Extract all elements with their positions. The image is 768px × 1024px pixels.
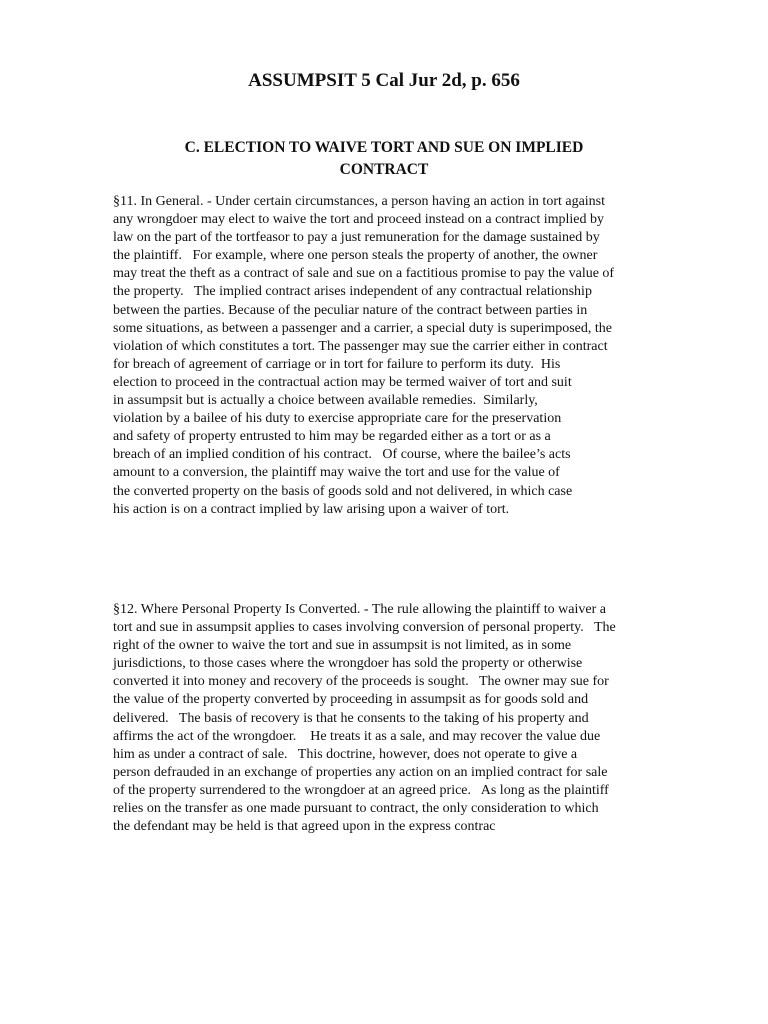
document-title: ASSUMPSIT 5 Cal Jur 2d, p. 656 — [248, 70, 520, 91]
text-line: tort and sue in assumpsit applies to cases involving conversion of personal property. The — [113, 620, 616, 636]
text-line: jurisdictions, to those cases where the wrongdoer has sold the property or otherwise — [113, 656, 583, 672]
text-line: relies on the transfer as one made pursuant to contract, the only consideration to which — [113, 801, 599, 817]
text-line: law on the part of the tortfeasor to pay a just remuneration for the damage sustained by — [113, 230, 600, 246]
text-line: in assumpsit but is actually a choice between available remedies. Similarly, — [113, 393, 538, 409]
paragraph-section-12 — [113, 601, 616, 836]
text-line: converted it into money and recovery of the proceeds is sought. The owner may sue for — [113, 674, 609, 690]
text-line: right of the owner to waive the tort and sue in assumpsit is not limited, as in some — [113, 638, 572, 654]
text-line: the converted property on the basis of goods sold and not delivered, in which case — [113, 483, 573, 499]
text-line: his action is on a contract implied by law arising upon a waiver of tort. — [113, 501, 510, 517]
text-line: violation by a bailee of his duty to exercise appropriate care for the preservation — [113, 411, 562, 427]
text-line: of the property surrendered to the wrongdoer at an agreed price. As long as the plaintiff — [113, 782, 609, 798]
text-line: affirms the act of the wrongdoer. He treats it as a sale, and may recover the value due — [113, 728, 601, 744]
text-line: between the parties. Because of the peculiar nature of the contract between parties in — [113, 302, 588, 318]
text-line: some situations, as between a passenger and a carrier, a special duty is superimposed, the — [113, 320, 613, 336]
text-line: and safety of property entrusted to him may be regarded either as a tort or as a — [113, 429, 551, 445]
text-line: any wrongdoer may elect to waive the tort and proceed instead on a contract implied by — [113, 212, 604, 228]
text-line: for breach of agreement of carriage or in tort for failure to perform its duty. His — [113, 356, 561, 372]
text-line: the plaintiff. For example, where one person steals the property of another, the owner — [113, 248, 598, 264]
text-line: election to proceed in the contractual action may be termed waiver of tort and suit — [113, 374, 572, 390]
text-line: §11. In General. - Under certain circumstances, a person having an action in tort against — [113, 194, 606, 209]
text-line: person defrauded in an exchange of properties any action on an implied contract for sale — [113, 764, 608, 780]
paragraph-section-11 — [113, 193, 614, 519]
text-line: the property. The implied contract arises independent of any contractual relationship — [113, 284, 592, 300]
section-heading — [130, 137, 638, 181]
text-line: breach of an implied condition of his contract. Of course, where the bailee’s acts — [113, 447, 571, 463]
section-heading-line: C. ELECTION TO WAIVE TORT AND SUE ON IMPLIED — [184, 139, 584, 156]
text-line: violation of which constitutes a tort. The passenger may sue the carrier either in contract — [113, 338, 608, 354]
text-line: §12. Where Personal Property Is Converted. - The rule allowing the plaintiff to waiver a — [113, 602, 606, 617]
text-line: him as under a contract of sale. This doctrine, however, does not operate to give a — [113, 746, 578, 762]
section-heading-line: CONTRACT — [339, 161, 429, 178]
text-line: the defendant may be held is that agreed upon in the express contrac — [113, 819, 496, 835]
text-line: the value of the property converted by proceeding in assumpsit as for goods sold and — [113, 692, 589, 708]
text-line: delivered. The basis of recovery is that he consents to the taking of his property and — [113, 710, 589, 726]
text-line: amount to a conversion, the plaintiff may waive the tort and use for the value of — [113, 465, 560, 481]
text-line: may treat the theft as a contract of sale and sue on a factitious promise to pay the value of — [113, 266, 615, 282]
